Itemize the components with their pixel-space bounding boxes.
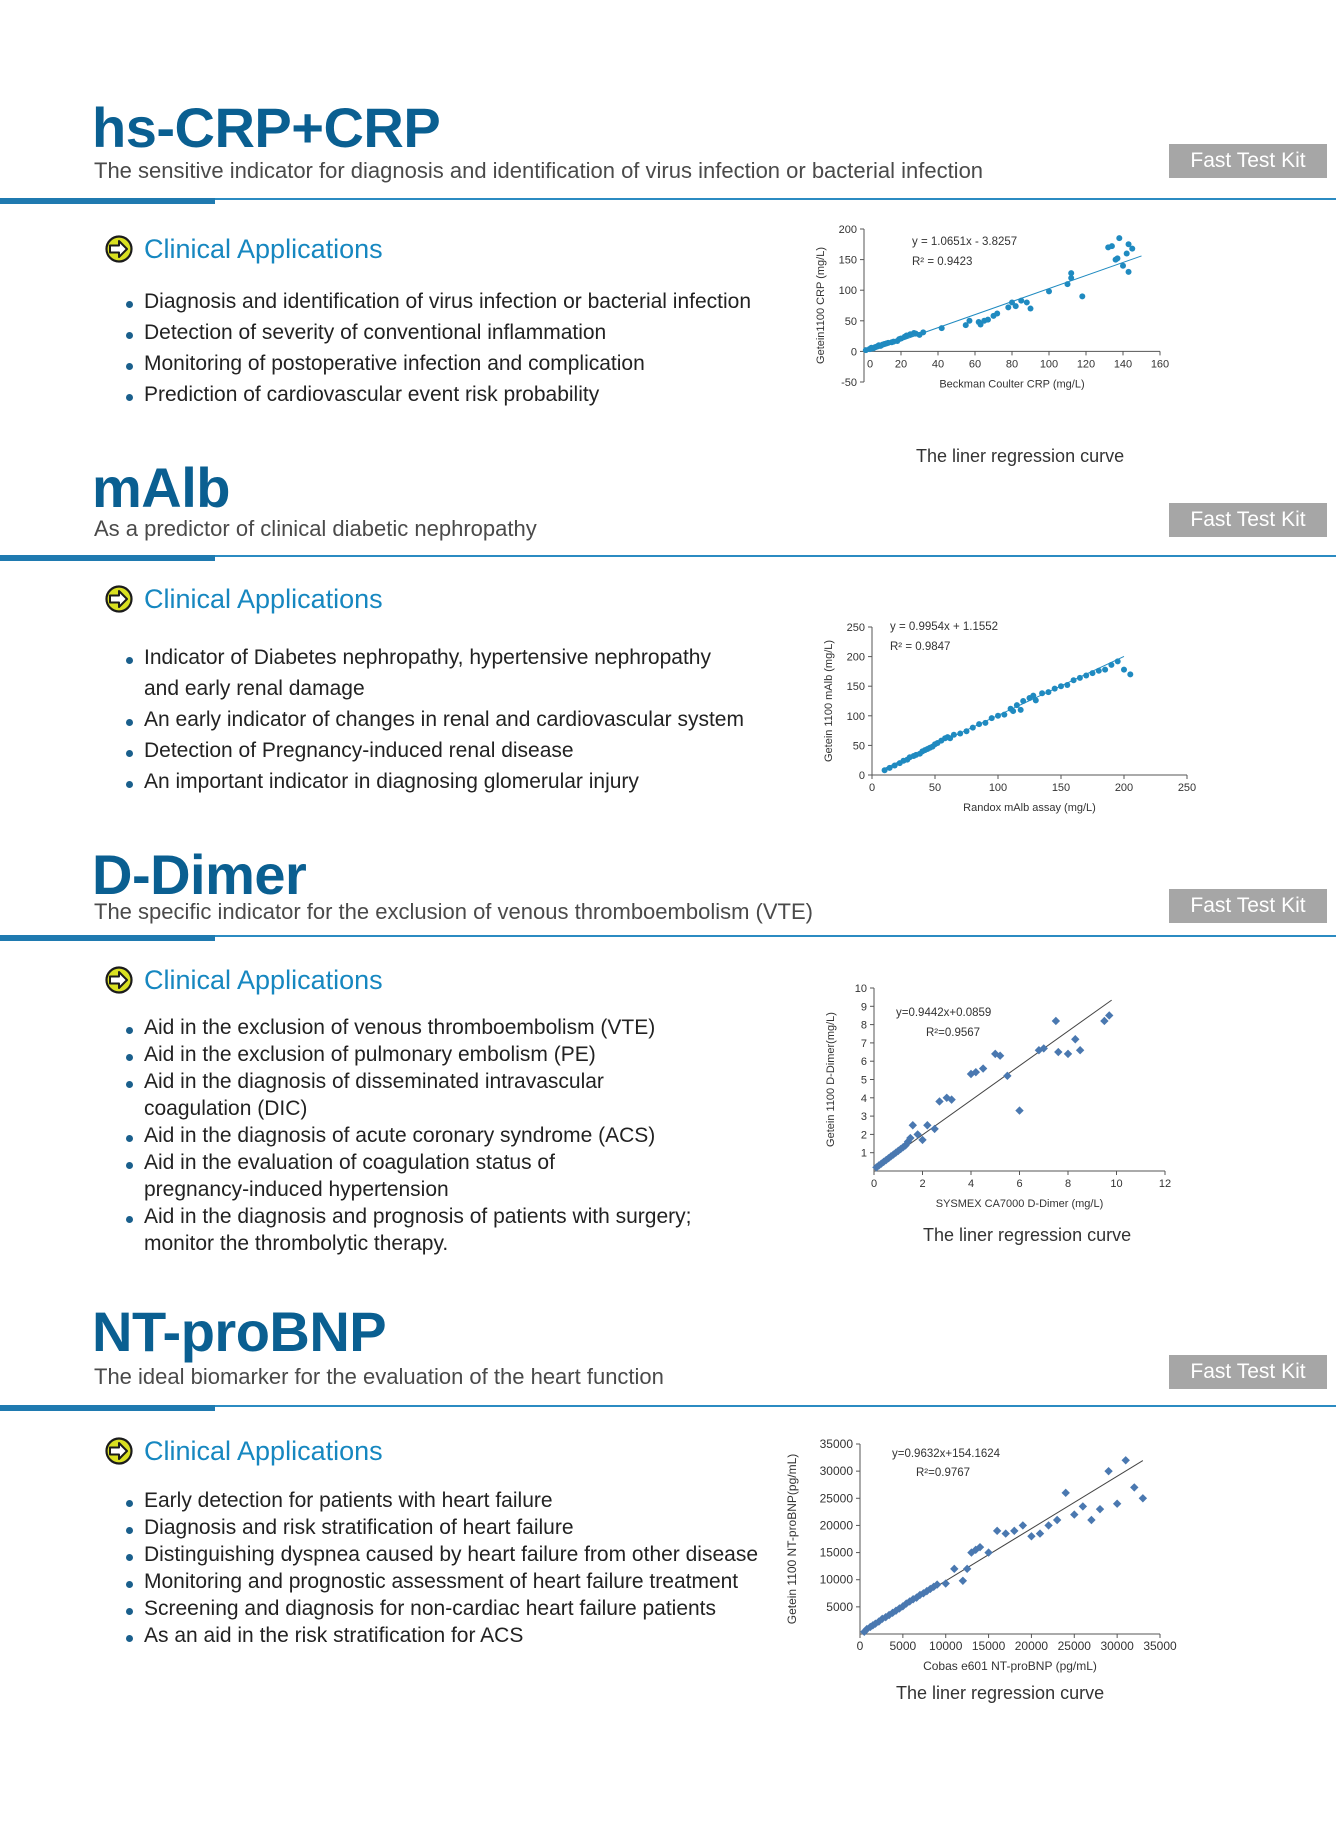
arrow-circle-icon — [104, 965, 134, 995]
clinical-applications-label: Clinical Applications — [144, 1436, 383, 1466]
data-point — [970, 725, 976, 731]
data-points — [872, 1011, 1113, 1171]
y-tick-label: 50 — [844, 315, 857, 328]
section-title: D-Dimer — [92, 843, 307, 906]
data-point — [1090, 670, 1096, 676]
data-point — [909, 1121, 917, 1129]
data-point — [935, 1097, 943, 1105]
x-tick-label: 10 — [1110, 1178, 1123, 1190]
application-item: Diagnosis and risk stratification of heart failure — [124, 1515, 758, 1542]
data-point — [1126, 269, 1132, 275]
y-axis-label: Getein 1100 D-Dimer(mg/L) — [825, 1012, 837, 1147]
data-point — [1045, 689, 1051, 695]
x-tick-label: 5000 — [889, 1639, 917, 1653]
data-point — [951, 732, 957, 738]
y-tick-label: 15000 — [819, 1545, 853, 1560]
clinical-applications-heading — [104, 964, 383, 996]
section-divider-accent — [0, 1405, 215, 1411]
y-tick-label: 100 — [846, 710, 865, 723]
y-tick-label: 30000 — [819, 1464, 853, 1479]
data-point — [1058, 683, 1064, 689]
data-point — [1070, 1510, 1078, 1518]
x-tick-label: 15000 — [971, 1639, 1006, 1653]
nt-probnp-regression-chart — [780, 1430, 1200, 1675]
y-tick-label: 8 — [860, 1019, 867, 1032]
application-item: Screening and diagnosis for non-cardiac heart failure patients — [124, 1596, 758, 1623]
data-point — [1115, 658, 1121, 664]
x-axis-label: Randox mAlb assay (mg/L) — [963, 802, 1096, 814]
data-point — [1039, 690, 1045, 696]
data-point — [1064, 682, 1070, 688]
regression-equation: y = 1.0651x - 3.8257 — [912, 236, 1018, 248]
data-point — [1130, 1483, 1138, 1491]
application-item: Distinguishing dyspnea caused by heart failure from other disease — [124, 1542, 758, 1569]
chart-axes — [815, 224, 1169, 390]
x-axis-label: Cobas e601 NT-proBNP (pg/mL) — [923, 1659, 1097, 1673]
section-divider-accent — [0, 198, 215, 204]
application-list — [124, 1488, 758, 1650]
arrow-circle-icon — [104, 1436, 134, 1466]
clinical-applications-label: Clinical Applications — [144, 584, 383, 614]
application-item: Early detection for patients with heart failure — [124, 1488, 758, 1515]
x-tick-label: 250 — [1177, 782, 1197, 794]
y-tick-label: 5 — [860, 1074, 867, 1087]
clinical-applications-label: Clinical Applications — [144, 965, 383, 995]
data-point — [1020, 698, 1026, 704]
data-point — [1018, 707, 1024, 713]
y-tick-label: 5000 — [826, 1599, 853, 1614]
y-axis-label: Getein1100 CRP (mg/L) — [815, 247, 827, 364]
x-tick-label: 0 — [867, 358, 874, 371]
data-point — [939, 325, 945, 331]
data-point — [1010, 1527, 1018, 1535]
data-point — [1052, 1017, 1060, 1025]
y-tick-label: 250 — [846, 622, 865, 634]
data-point — [984, 1548, 992, 1556]
y-tick-label: 7 — [860, 1037, 867, 1050]
d-dimer-regression-chart — [810, 972, 1210, 1210]
arrow-circle-icon — [104, 584, 134, 614]
data-point — [1052, 686, 1058, 692]
application-list — [124, 645, 744, 800]
data-point — [957, 731, 963, 737]
data-points — [882, 658, 1134, 773]
data-point — [1001, 712, 1007, 718]
data-point — [1114, 255, 1120, 261]
application-item: As an aid in the risk stratification for ACS — [124, 1623, 758, 1650]
data-point — [1005, 304, 1011, 310]
chart-caption: The liner regression curve — [896, 1683, 1105, 1703]
data-point — [920, 329, 926, 335]
data-point — [942, 1579, 950, 1587]
application-item-continued: pregnancy-induced hypertension — [144, 1178, 449, 1201]
x-tick-label: 4 — [967, 1178, 975, 1190]
y-tick-label: 100 — [838, 285, 857, 298]
data-point — [959, 1577, 967, 1585]
data-point — [1121, 667, 1127, 673]
y-tick-label: 50 — [852, 740, 865, 753]
clinical-applications-heading — [104, 1435, 383, 1467]
data-point — [1071, 1035, 1079, 1043]
data-point — [1036, 1529, 1044, 1537]
y-tick-label: 25000 — [819, 1491, 853, 1506]
data-point — [1079, 1502, 1087, 1510]
x-tick-label: 60 — [968, 358, 982, 371]
data-point — [993, 1527, 1001, 1535]
data-point — [1019, 1521, 1027, 1529]
data-point — [976, 721, 982, 727]
x-tick-label: 0 — [856, 1639, 864, 1653]
data-point — [966, 318, 972, 324]
data-point — [1096, 668, 1102, 674]
data-point — [989, 715, 995, 721]
data-point — [1124, 250, 1130, 256]
data-point — [1018, 298, 1024, 304]
y-tick-label: 20000 — [819, 1518, 853, 1533]
y-tick-label: 0 — [850, 346, 857, 359]
data-point — [982, 720, 988, 726]
x-tick-label: 50 — [928, 782, 942, 794]
r-squared-label: R²=0.9567 — [926, 1027, 981, 1039]
section-hs-crp — [0, 0, 1336, 466]
r-squared-label: R² = 0.9423 — [912, 256, 973, 268]
data-point — [1122, 1456, 1130, 1464]
x-tick-label: 20000 — [1014, 1639, 1049, 1653]
section-subtitle: The specific indicator for the exclusion of venous thromboembolism (VTE) — [94, 899, 813, 924]
y-tick-label: 0 — [858, 770, 865, 782]
application-item: Aid in the diagnosis of disseminated intravascular — [124, 1069, 692, 1096]
x-tick-label: 8 — [1064, 1178, 1072, 1190]
application-item: Prediction of cardiovascular event risk probability — [124, 382, 751, 413]
data-point — [1083, 673, 1089, 679]
clinical-applications-label: Clinical Applications — [144, 234, 383, 264]
data-point — [1062, 1489, 1070, 1497]
x-tick-label: 6 — [1016, 1178, 1023, 1190]
data-point — [1013, 303, 1019, 309]
section-title: hs-CRP+CRP — [92, 96, 441, 159]
data-point — [1002, 1529, 1010, 1537]
data-point — [1129, 246, 1135, 252]
y-axis-label: Getein 1100 mAlb (mg/L) — [823, 639, 835, 763]
data-point — [1027, 1532, 1035, 1540]
clinical-applications-heading — [104, 233, 383, 265]
application-item: Detection of Pregnancy-induced renal disease — [124, 738, 744, 769]
application-item: Aid in the diagnosis and prognosis of patients with surgery; — [124, 1204, 692, 1231]
y-tick-label: 2 — [860, 1129, 867, 1142]
data-point — [1044, 1521, 1052, 1529]
chart-caption: The liner regression curve — [923, 1225, 1132, 1245]
crp-regression-chart — [800, 215, 1190, 435]
section-divider-accent — [0, 935, 215, 941]
y-tick-label: 4 — [860, 1092, 867, 1105]
x-axis-label: SYSMEX CA7000 D-Dimer (mg/L) — [935, 1198, 1104, 1210]
y-tick-label: 200 — [846, 651, 865, 664]
application-item: An early indicator of changes in renal and cardiovascular system — [124, 707, 744, 738]
fast-test-kit-badge: Fast Test Kit — [1169, 1355, 1327, 1389]
y-tick-label: 200 — [838, 224, 857, 236]
y-tick-label: 9 — [860, 1001, 867, 1014]
application-item-continued: and early renal damage — [144, 677, 365, 700]
y-tick-label: 35000 — [819, 1437, 853, 1451]
data-point — [950, 1565, 958, 1573]
chart-caption: The liner regression curve — [916, 446, 1125, 466]
data-points — [863, 235, 1135, 353]
data-point — [1079, 293, 1085, 299]
y-tick-label: -50 — [841, 377, 857, 389]
data-point — [1015, 1106, 1023, 1114]
r-squared-label: R² = 0.9847 — [890, 641, 951, 653]
clinical-applications-heading — [104, 583, 383, 615]
x-tick-label: 30000 — [1100, 1639, 1134, 1653]
data-point — [1127, 671, 1133, 677]
data-point — [1064, 1050, 1072, 1058]
application-item-continued: monitor the thrombolytic therapy. — [144, 1232, 449, 1255]
x-tick-label: 100 — [1039, 358, 1059, 371]
regression-line — [876, 1000, 1111, 1168]
fast-test-kit-badge: Fast Test Kit — [1169, 144, 1327, 178]
data-point — [1113, 1500, 1121, 1508]
section-divider-accent — [0, 555, 215, 561]
x-tick-label: 2 — [919, 1178, 926, 1190]
data-point — [1102, 667, 1108, 673]
application-item: Monitoring of postoperative infection and complication — [124, 351, 751, 382]
x-tick-label: 12 — [1158, 1178, 1172, 1190]
data-point — [1053, 1516, 1061, 1524]
data-point — [1109, 243, 1115, 249]
data-point — [1087, 1516, 1095, 1524]
application-item: Monitoring and prognostic assessment of heart failure treatment — [124, 1569, 758, 1596]
data-point — [1108, 662, 1114, 668]
regression-equation: y=0.9442x+0.0859 — [896, 1007, 992, 1019]
data-point — [1010, 708, 1016, 714]
application-item: Aid in the diagnosis of acute coronary syndrome (ACS) — [124, 1123, 692, 1150]
y-tick-label: 150 — [838, 254, 857, 267]
x-tick-label: 140 — [1113, 358, 1133, 371]
y-tick-label: 1 — [860, 1147, 867, 1160]
data-point — [1024, 299, 1030, 305]
application-item: An important indicator in diagnosing glomerular injury — [124, 769, 744, 800]
chart-axes — [785, 1437, 1177, 1673]
data-point — [994, 310, 1000, 316]
application-item: Aid in the exclusion of venous thromboembolism (VTE) — [124, 1015, 692, 1042]
x-tick-label: 35000 — [1143, 1639, 1177, 1653]
x-tick-label: 25000 — [1057, 1639, 1091, 1653]
x-tick-label: 200 — [1114, 782, 1134, 794]
x-tick-label: 100 — [988, 782, 1008, 794]
fast-test-kit-badge: Fast Test Kit — [1169, 503, 1327, 537]
application-item-continued: coagulation (DIC) — [144, 1097, 308, 1120]
y-tick-label: 6 — [860, 1056, 867, 1069]
data-point — [1076, 1046, 1084, 1054]
x-tick-label: 80 — [1005, 358, 1019, 371]
application-list — [124, 1015, 692, 1258]
data-point — [930, 1125, 938, 1133]
chart-axes — [823, 622, 1196, 814]
data-point — [1071, 677, 1077, 683]
data-point — [979, 1064, 987, 1072]
data-point — [1096, 1505, 1104, 1513]
r-squared-label: R²=0.9767 — [916, 1467, 971, 1479]
x-tick-label: 160 — [1150, 358, 1170, 371]
x-tick-label: 120 — [1076, 358, 1096, 371]
section-subtitle: The ideal biomarker for the evaluation of the heart function — [94, 1364, 664, 1389]
y-tick-label: 10000 — [819, 1572, 853, 1587]
data-point — [1120, 263, 1126, 269]
fast-test-kit-badge: Fast Test Kit — [1169, 889, 1327, 923]
data-point — [1014, 702, 1020, 708]
application-item: Detection of severity of conventional inflammation — [124, 320, 751, 351]
application-item: Indicator of Diabetes nephropathy, hypertensive nephropathy — [124, 645, 744, 676]
regression-equation: y=0.9632x+154.1624 — [892, 1448, 1001, 1460]
section-subtitle: The sensitive indicator for diagnosis and identification of virus infection or bacterial infection — [94, 158, 984, 183]
application-item: Aid in the evaluation of coagulation status of — [124, 1150, 692, 1177]
application-list — [124, 289, 751, 413]
x-tick-label: 0 — [870, 1178, 878, 1190]
arrow-circle-icon — [104, 234, 134, 264]
x-tick-label: 40 — [931, 358, 945, 371]
data-point — [1054, 1048, 1062, 1056]
y-tick-label: 10 — [854, 983, 867, 995]
application-item: Diagnosis and identification of virus infection or bacterial infection — [124, 289, 751, 320]
x-tick-label: 150 — [1051, 782, 1071, 794]
data-point — [1077, 675, 1083, 681]
data-point — [1033, 697, 1039, 703]
section-title: mAlb — [92, 456, 230, 519]
application-item: Aid in the exclusion of pulmonary embolism (PE) — [124, 1042, 692, 1069]
data-point — [1028, 306, 1034, 312]
x-tick-label: 10000 — [929, 1639, 963, 1653]
data-point — [913, 1130, 921, 1138]
data-point — [1116, 235, 1122, 241]
data-point — [1104, 1467, 1112, 1475]
chart-axes — [825, 983, 1171, 1210]
regression-line — [870, 256, 1142, 352]
data-point — [1065, 281, 1071, 287]
x-tick-label: 20 — [894, 358, 908, 371]
data-point — [1100, 1017, 1108, 1025]
data-point — [985, 317, 991, 323]
data-point — [995, 713, 1001, 719]
x-tick-label: 0 — [868, 782, 876, 794]
malb-regression-chart — [810, 605, 1197, 835]
data-point — [1046, 288, 1052, 294]
data-point — [1139, 1494, 1147, 1502]
regression-equation: y = 0.9954x + 1.1552 — [890, 621, 999, 633]
data-point — [964, 728, 970, 734]
section-subtitle: As a predictor of clinical diabetic nephropathy — [94, 516, 537, 541]
data-point — [1068, 270, 1074, 276]
data-point — [923, 1121, 931, 1129]
y-tick-label: 3 — [860, 1111, 867, 1124]
y-axis-label: Getein 1100 NT-proBNP(pg/mL) — [785, 1453, 799, 1625]
data-point — [1105, 1011, 1113, 1019]
y-tick-label: 150 — [846, 681, 865, 694]
x-axis-label: Beckman Coulter CRP (mg/L) — [939, 378, 1085, 391]
section-title: NT-proBNP — [92, 1300, 387, 1363]
